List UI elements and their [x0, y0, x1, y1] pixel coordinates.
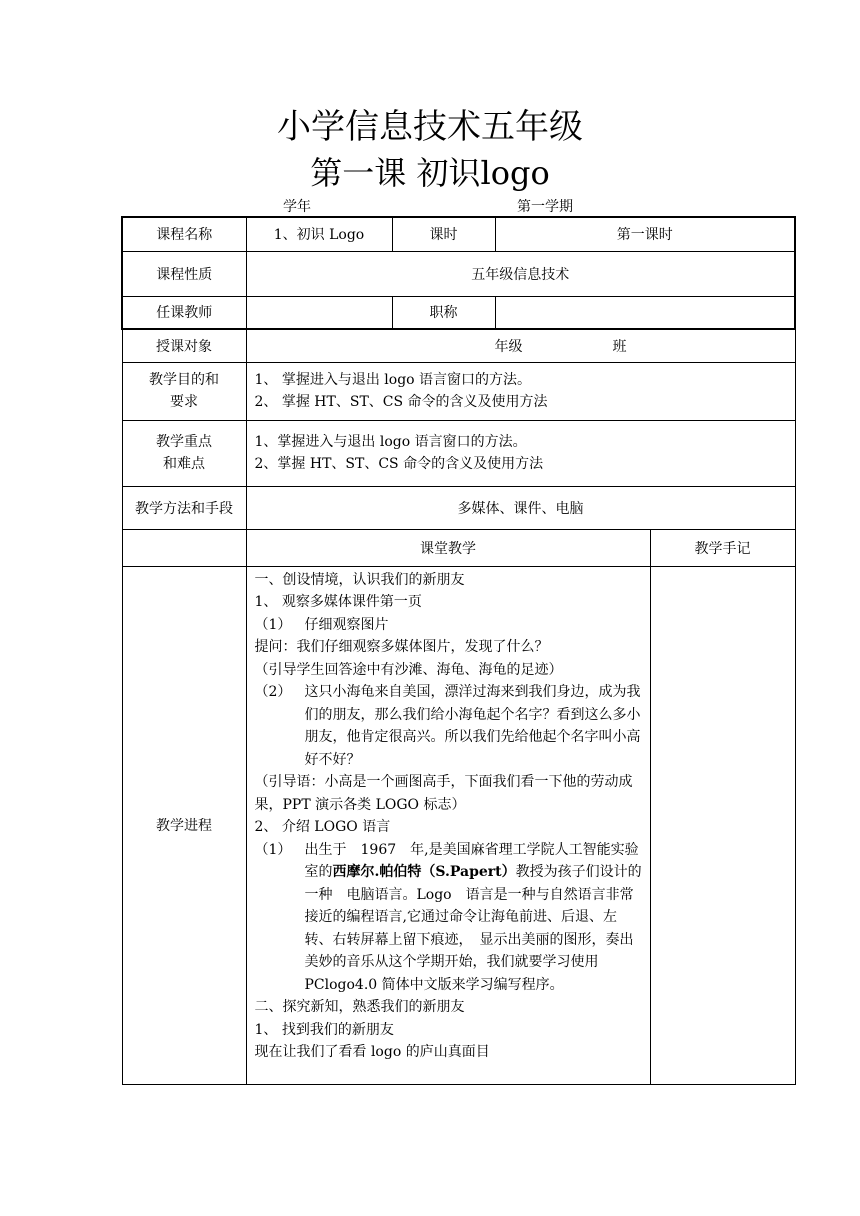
semester-label: 第一学期 [517, 199, 573, 215]
subsection-heading: 1、 观察多媒体课件第一页 [254, 594, 422, 610]
classroom-header: 课堂教学 [246, 529, 650, 566]
subsection-heading: 2、 介绍 LOGO 语言 [254, 819, 391, 835]
guide-text: （引导语：小高是一个画图高手，下面我们看一下他的劳动成果，PPT 演示各类 LOGO 标志） [254, 774, 633, 813]
course-nature-label: 课程性质 [122, 251, 246, 296]
audience-class: 班 [612, 338, 627, 355]
section-heading: 一、创设情境，认识我们的新朋友 [254, 571, 465, 588]
goal-item: 2、 掌握 HT、ST、CS 命令的含义及使用方法 [254, 394, 548, 410]
goals-row [122, 362, 795, 420]
key-points-label-line1: 教学重点 [156, 434, 212, 450]
methods-value: 多媒体、课件、电脑 [246, 486, 795, 529]
key-points-value [246, 420, 795, 486]
guide-text: （引导学生回答途中有沙滩、海龟、海龟的足迹） [254, 661, 563, 678]
goal-item: 1、 掌握进入与退出 logo 语言窗口的方法。 [254, 372, 532, 388]
goals-label-line2: 要求 [170, 394, 198, 410]
process-row [122, 566, 795, 1084]
process-label: 教学进程 [122, 566, 246, 1084]
teacher-value [246, 296, 392, 329]
numbered-item [255, 681, 644, 771]
course-nature-value: 五年级信息技术 [246, 251, 795, 296]
item-number: （2） [254, 684, 292, 700]
teacher-row [122, 296, 795, 329]
lesson-title: 第一课 初识logo [310, 154, 550, 192]
section-heading: 二、探究新知，熟悉我们的新朋友 [254, 999, 465, 1015]
lesson-plan-table [121, 216, 796, 1085]
course-name-label: 课程名称 [122, 217, 246, 251]
item-text: 仔细观察图片 [304, 616, 389, 633]
classroom-header-row [122, 529, 795, 566]
subsection-heading: 1、 找到我们的新朋友 [254, 1021, 394, 1038]
key-points-label-line2: 和难点 [163, 456, 205, 472]
audience-row [122, 329, 795, 362]
key-point-item: 1、掌握进入与退出 logo 语言窗口的方法。 [254, 434, 527, 450]
numbered-item [255, 614, 644, 637]
audience-value [246, 329, 795, 362]
goals-label-line1: 教学目的和 [149, 372, 219, 388]
notes-cell [650, 566, 795, 1084]
course-name-row [122, 217, 795, 251]
class-hours-label: 课时 [392, 217, 495, 251]
item-text-part: 出生于 1967 年,是美国麻省理工学院人工智能实验室的 [304, 841, 639, 880]
key-points-row [122, 420, 795, 486]
audience-label: 授课对象 [122, 329, 246, 362]
body-text: 现在让我们了看看 logo 的庐山真面目 [254, 1044, 490, 1060]
inventor-name: 西摩尔.帕伯特（S.Papert） [332, 864, 516, 880]
methods-row [122, 486, 795, 529]
course-nature-row [122, 251, 795, 296]
key-points-label [122, 420, 246, 486]
key-point-item: 2、掌握 HT、ST、CS 命令的含义及使用方法 [254, 456, 544, 472]
course-name-value: 1、初识 Logo [246, 217, 392, 251]
item-number: （1） [254, 841, 292, 858]
page-title: 小学信息技术五年级 [277, 107, 583, 147]
audience-grade: 年级 [494, 338, 523, 355]
class-hours-value: 第一课时 [495, 217, 795, 251]
title-label: 职称 [392, 296, 495, 329]
teacher-label: 任课教师 [122, 296, 246, 329]
numbered-item [255, 839, 644, 997]
empty-header-cell [122, 529, 246, 566]
methods-label: 教学方法和手段 [122, 486, 246, 529]
item-text: 这只小海龟来自美国，漂洋过海来到我们身边，成为我们的朋友，那么我们给小海龟起个名字？看到这么多小朋友，他肯定很高兴。所以我们先给他起个名字叫小高好不好？ [304, 684, 641, 768]
item-text-part: 教授为孩子们设计的一种 电脑语言。Logo 语言是一种与自然语言非常接近的编程语言,它通过命令让海龟前进、后退、左转、右转屏幕上留下痕迹， 显示出美丽的图形，奏出美妙的音乐从这个学期开始，我们就要学习使用 PClogo4.0 简体中文版来学习编写程序。 [304, 864, 642, 993]
title-value [495, 296, 795, 329]
school-year-label: 学年 [283, 199, 311, 215]
question-text: 提问：我们仔细观察多媒体图片，发现了什么？ [254, 639, 549, 655]
goals-value [246, 362, 795, 420]
item-number: （1） [254, 616, 292, 633]
goals-label [122, 362, 246, 420]
notes-header: 教学手记 [650, 529, 795, 566]
process-content [246, 566, 650, 1084]
